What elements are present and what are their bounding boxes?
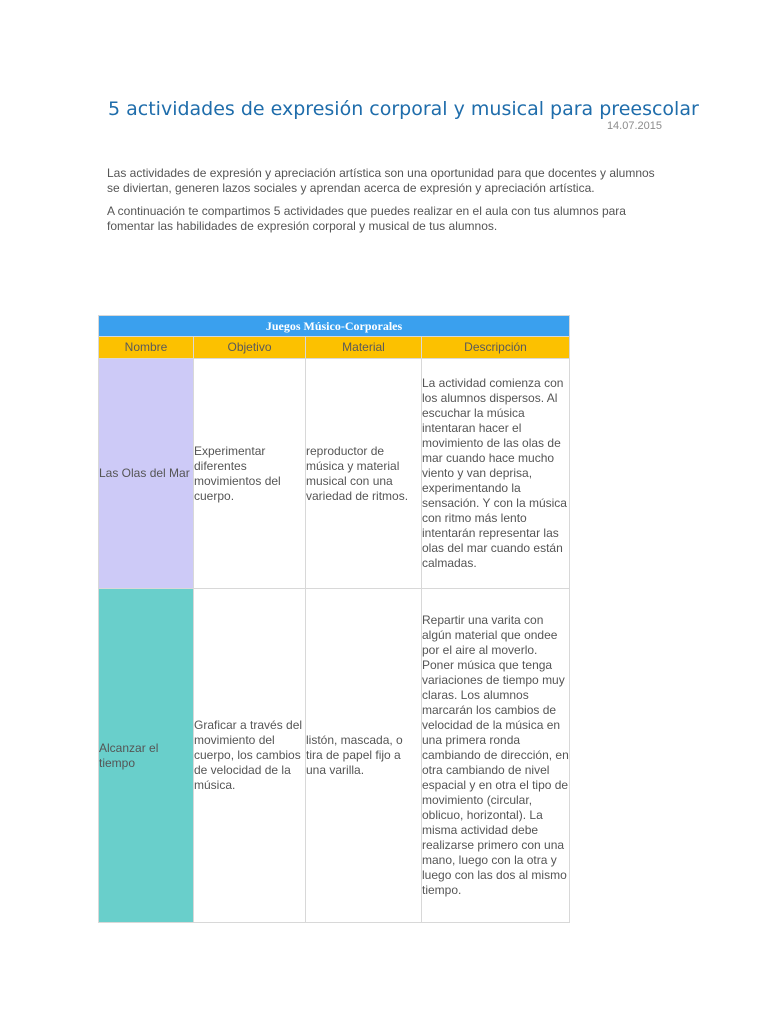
column-header-material: Material xyxy=(306,337,422,359)
activities-table xyxy=(98,315,570,923)
table-row xyxy=(99,589,570,923)
table-caption: Juegos Músico-Corporales xyxy=(99,316,570,337)
column-header-objetivo: Objetivo xyxy=(194,337,306,359)
cell-nombre: Las Olas del Mar xyxy=(99,359,194,589)
cell-material: listón, mascada, o tira de papel fijo a una varilla. xyxy=(306,589,422,923)
intro-text xyxy=(107,166,667,242)
table-row xyxy=(99,359,570,589)
cell-nombre: Alcanzar el tiempo xyxy=(99,589,194,923)
article-title: 5 actividades de expresión corporal y musical para preescolar xyxy=(108,98,699,120)
column-header-descripcion: Descripción xyxy=(422,337,570,359)
publish-date: 14.07.2015 xyxy=(606,120,662,132)
cell-material: reproductor de música y material musical con una variedad de ritmos. xyxy=(306,359,422,589)
cell-objetivo: Graficar a través del movimiento del cuerpo, los cambios de velocidad de la música. xyxy=(194,589,306,923)
cell-objetivo: Experimentar diferentes movimientos del cuerpo. xyxy=(194,359,306,589)
cell-descripcion: La actividad comienza con los alumnos dispersos. Al escuchar la música intentaran hacer el movimiento de las olas de mar cuando hace mucho viento y van deprisa, experimentando la sensación. Y con la música con ritmo más lento intentarán representar las olas del mar cuando están calmadas. xyxy=(422,359,570,589)
intro-paragraph: A continuación te compartimos 5 actividades que puedes realizar en el aula con tus alumnos para fomentar las habilidades de expresión corporal y musical de tus alumnos. xyxy=(107,204,626,233)
intro-paragraph: Las actividades de expresión y apreciación artística son una oportunidad para que docentes y alumnos se diviertan, generen lazos sociales y aprendan acerca de expresión y apreciación artística. xyxy=(107,166,655,195)
cell-descripcion: Repartir una varita con algún material que ondee por el aire al moverlo. Poner música que tenga variaciones de tiempo muy claras. Los alumnos marcarán los cambios de velocidad de la música en una primera ronda cambiando de dirección, en otra cambiando de nivel espacial y en otra el tipo de movimiento (circular, oblicuo, horizontal). La misma actividad debe realizarse primero con una mano, luego con la otra y luego con las dos al mismo tiempo. xyxy=(422,589,570,923)
column-header-nombre: Nombre xyxy=(99,337,194,359)
